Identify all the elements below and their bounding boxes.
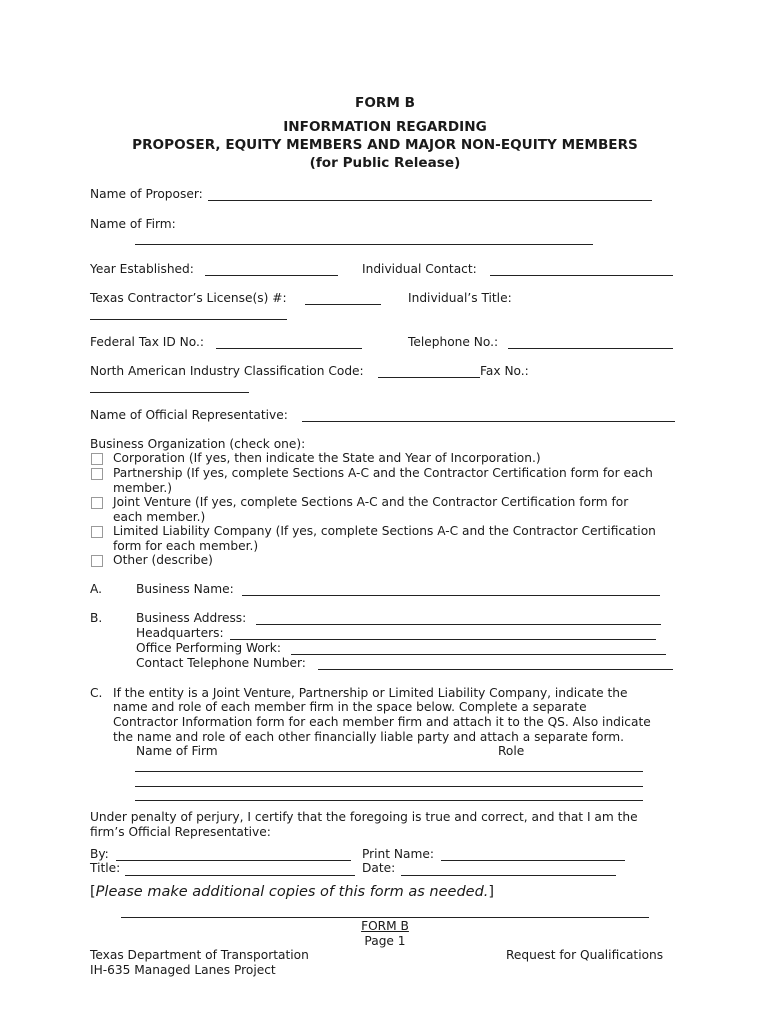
date-label: Date:: [362, 861, 396, 875]
print-name-field[interactable]: [441, 860, 625, 861]
llc-label: Limited Liability Company (If yes, complete Sections A-C and the Contractor Certification: [113, 524, 656, 538]
partnership-label-cont: member.): [113, 481, 172, 495]
joint-venture-label: Joint Venture (If yes, complete Sections A-C and the Contractor Certification form for: [113, 495, 629, 509]
title-field[interactable]: [125, 875, 355, 876]
note-close-bracket: ]: [488, 884, 495, 900]
section-c-text-3: Contractor Information form for each member firm and attach it to the QS. Also indicate: [113, 715, 651, 729]
member-row-2[interactable]: [135, 786, 643, 787]
firm-field[interactable]: [135, 244, 593, 245]
section-a-letter: A.: [90, 582, 102, 596]
license-field[interactable]: [305, 304, 381, 305]
date-field[interactable]: [401, 875, 616, 876]
office-work-field[interactable]: [291, 654, 666, 655]
tax-id-label: Federal Tax ID No.:: [90, 335, 204, 349]
other-checkbox[interactable]: [91, 555, 103, 567]
naics-field[interactable]: [378, 377, 480, 378]
page-title: INFORMATION REGARDING: [283, 119, 487, 135]
headquarters-label: Headquarters:: [136, 626, 224, 640]
footer-rfq: Request for Qualifications: [506, 948, 664, 962]
fax-label: Fax No.:: [480, 364, 529, 378]
section-b-letter: B.: [90, 611, 103, 625]
footer-form: FORM B: [361, 919, 409, 933]
tax-id-field[interactable]: [216, 348, 362, 349]
individual-title-label: Individual’s Title:: [408, 291, 512, 305]
partnership-label: Partnership (If yes, complete Sections A-C and the Contractor Certification form for each: [113, 466, 653, 480]
note: [90, 883, 494, 901]
year-field[interactable]: [205, 275, 338, 276]
business-address-label: Business Address:: [136, 611, 247, 625]
note-text: Please make additional copies of this form as needed.: [95, 884, 489, 900]
firm-label: Name of Firm:: [90, 217, 176, 231]
other-label: Other (describe): [113, 553, 213, 567]
joint-venture-checkbox[interactable]: [91, 497, 103, 509]
contact-label: Individual Contact:: [362, 262, 477, 276]
contact-field[interactable]: [490, 275, 673, 276]
contact-telephone-field[interactable]: [318, 669, 673, 670]
certify-text-2: firm’s Official Representative:: [90, 825, 271, 839]
official-rep-field[interactable]: [302, 421, 675, 422]
year-label: Year Established:: [90, 262, 194, 276]
official-rep-label: Name of Official Representative:: [90, 408, 288, 422]
business-org-label: Business Organization (check one):: [90, 437, 306, 451]
note-open-bracket: [: [90, 884, 96, 900]
individual-title-field[interactable]: [90, 319, 287, 320]
section-c-text-2: name and role of each member firm in the space below. Complete a separate: [113, 700, 587, 714]
telephone-field[interactable]: [508, 348, 673, 349]
llc-label-cont: form for each member.): [113, 539, 259, 553]
by-field[interactable]: [116, 860, 351, 861]
firm-column-header: Name of Firm: [136, 744, 218, 758]
footer-page: Page 1: [364, 934, 406, 948]
by-label: By:: [90, 847, 109, 861]
corporation-label: Corporation (If yes, then indicate the State and Year of Incorporation.): [113, 451, 541, 465]
role-column-header: Role: [498, 744, 525, 758]
headquarters-field[interactable]: [230, 639, 656, 640]
naics-label: North American Industry Classification Code:: [90, 364, 364, 378]
corporation-checkbox[interactable]: [91, 453, 103, 465]
telephone-label: Telephone No.:: [408, 335, 499, 349]
footer-divider: [121, 917, 649, 918]
business-name-field[interactable]: [242, 595, 660, 596]
page-subtitle: PROPOSER, EQUITY MEMBERS AND MAJOR NON-EQUITY MEMBERS: [132, 137, 638, 153]
partnership-checkbox[interactable]: [91, 468, 103, 480]
business-name-label: Business Name:: [136, 582, 234, 596]
title-label: Title:: [90, 861, 121, 875]
footer-project: IH-635 Managed Lanes Project: [90, 963, 276, 977]
member-row-1[interactable]: [135, 771, 643, 772]
member-row-3[interactable]: [135, 800, 643, 801]
fax-field[interactable]: [90, 392, 249, 393]
form-label: FORM B: [355, 95, 415, 111]
certify-text-1: Under penalty of perjury, I certify that the foregoing is true and correct, and that I am the: [90, 810, 638, 824]
section-c-text-4: the name and role of each other financially liable party and attach a separate form.: [113, 730, 625, 744]
print-name-label: Print Name:: [362, 847, 434, 861]
proposer-field[interactable]: [208, 200, 652, 201]
section-c-letter: C.: [90, 686, 103, 700]
contact-telephone-label: Contact Telephone Number:: [136, 656, 306, 670]
joint-venture-label-cont: each member.): [113, 510, 206, 524]
proposer-label: Name of Proposer:: [90, 187, 203, 201]
release-note: (for Public Release): [309, 155, 461, 171]
section-c-text-1: If the entity is a Joint Venture, Partnership or Limited Liability Company, indicate the: [113, 686, 628, 700]
license-label: Texas Contractor’s License(s) #:: [90, 291, 287, 305]
business-address-field[interactable]: [256, 624, 661, 625]
footer-dept: Texas Department of Transportation: [90, 948, 309, 962]
llc-checkbox[interactable]: [91, 526, 103, 538]
office-work-label: Office Performing Work:: [136, 641, 281, 655]
